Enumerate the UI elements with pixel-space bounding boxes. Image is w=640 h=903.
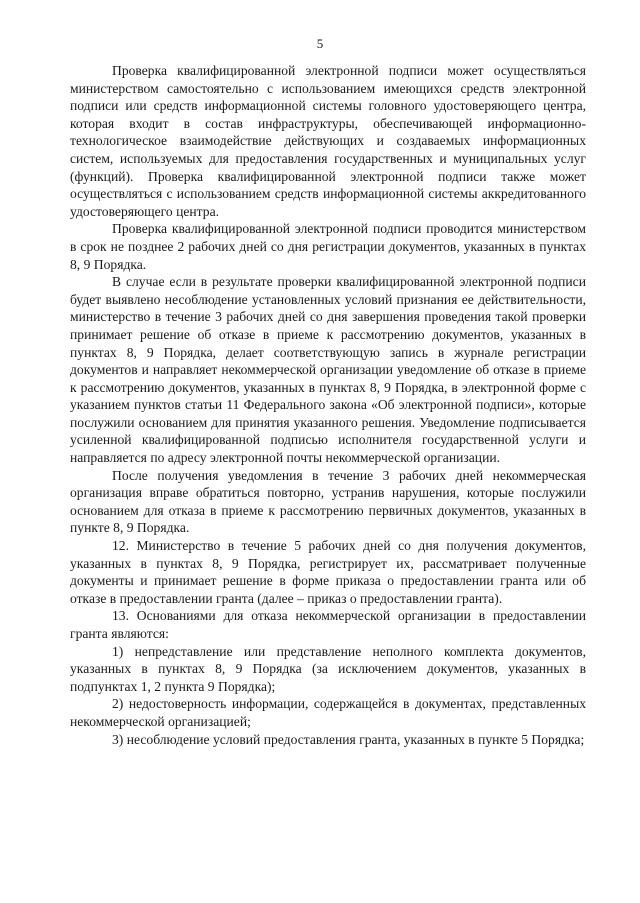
paragraph-resubmission: После получения уведомления в течение 3 рабочих дней некоммерческая организация вправе обратиться повторно, устранив нарушения, которые послужили основанием для отказа в приеме к рассмотрению первичных документов, указанных в пункте 8, 9 Порядка.: [70, 467, 586, 536]
paragraph-verification-deadline: Проверка квалифицированной электронной подписи проводится министерством в срок не позднее 2 рабочих дней со дня регистрации документов, указанных в пунктах 8, 9 Порядка.: [70, 221, 586, 272]
paragraph-refusal-on-failed-check: В случае если в результате проверки квалифицированной электронной подписи будет выявлено несоблюдение установленных условий признания ее действительности, министерство в течение 3 рабочих дней со дня завершения проведения такой проверки принимает решение об отказе в приеме к рассмотрению документов, указанных в пунктах 8, 9 Порядка, делает соответствующую запись в журнале регистрации документов и направляет некоммерческой организации уведомление об отказе в приеме к рассмотрению документов, указанных в пунктах 8, 9 Порядка, в электронной форме с указанием пунктов статьи 11 Федерального закона «Об электронной подписи», которые послужили основанием для принятия указанного решения. Уведомление подписывается усиленной квалифицированной подписью исполнителя государственной услуги и направляется по адресу электронной почты некоммерческой организации.: [70, 274, 586, 466]
document-body: [70, 62, 586, 748]
paragraph-signature-verification: Проверка квалифицированной электронной подписи может осуществляться министерством самостоятельно с использованием имеющихся средств электронной подписи или средств информационной системы головного удостоверяющего центра, которая входит в состав инфраструктуры, обеспечивающей информационно-технологическое взаимодействие действующих и создаваемых информационных систем, используемых для предоставления государственных и муниципальных услуг (функций). Проверка квалифицированной электронной подписи также может осуществляться с использованием средств информационной системы аккредитованного удостоверяющего центра.: [70, 63, 586, 219]
page-number: 5: [316, 36, 324, 51]
list-item-13-2: 2) недостоверность информации, содержащейся в документах, представленных некоммерческой организацией;: [70, 696, 586, 729]
list-item-13-3: 3) несоблюдение условий предоставления гранта, указанных в пункте 5 Порядка;: [112, 731, 585, 747]
paragraph-item-13: 13. Основаниями для отказа некоммерческой организации в предоставлении гранта являются:: [70, 608, 586, 641]
list-item-13-1: 1) непредставление или представление неполного комплекта документов, указанных в пунктах 8, 9 Порядка (за исключением документов, указанных в подпунктах 1, 2 пункта 9 Порядка);: [70, 643, 586, 694]
paragraph-item-12: 12. Министерство в течение 5 рабочих дней со дня получения документов, указанных в пунктах 8, 9 Порядка, регистрирует их, рассматривает полученные документы и принимает решение в форме приказа о предоставлении гранта или об отказе в предоставлении гранта (далее – приказ о предоставлении гранта).: [70, 538, 586, 606]
